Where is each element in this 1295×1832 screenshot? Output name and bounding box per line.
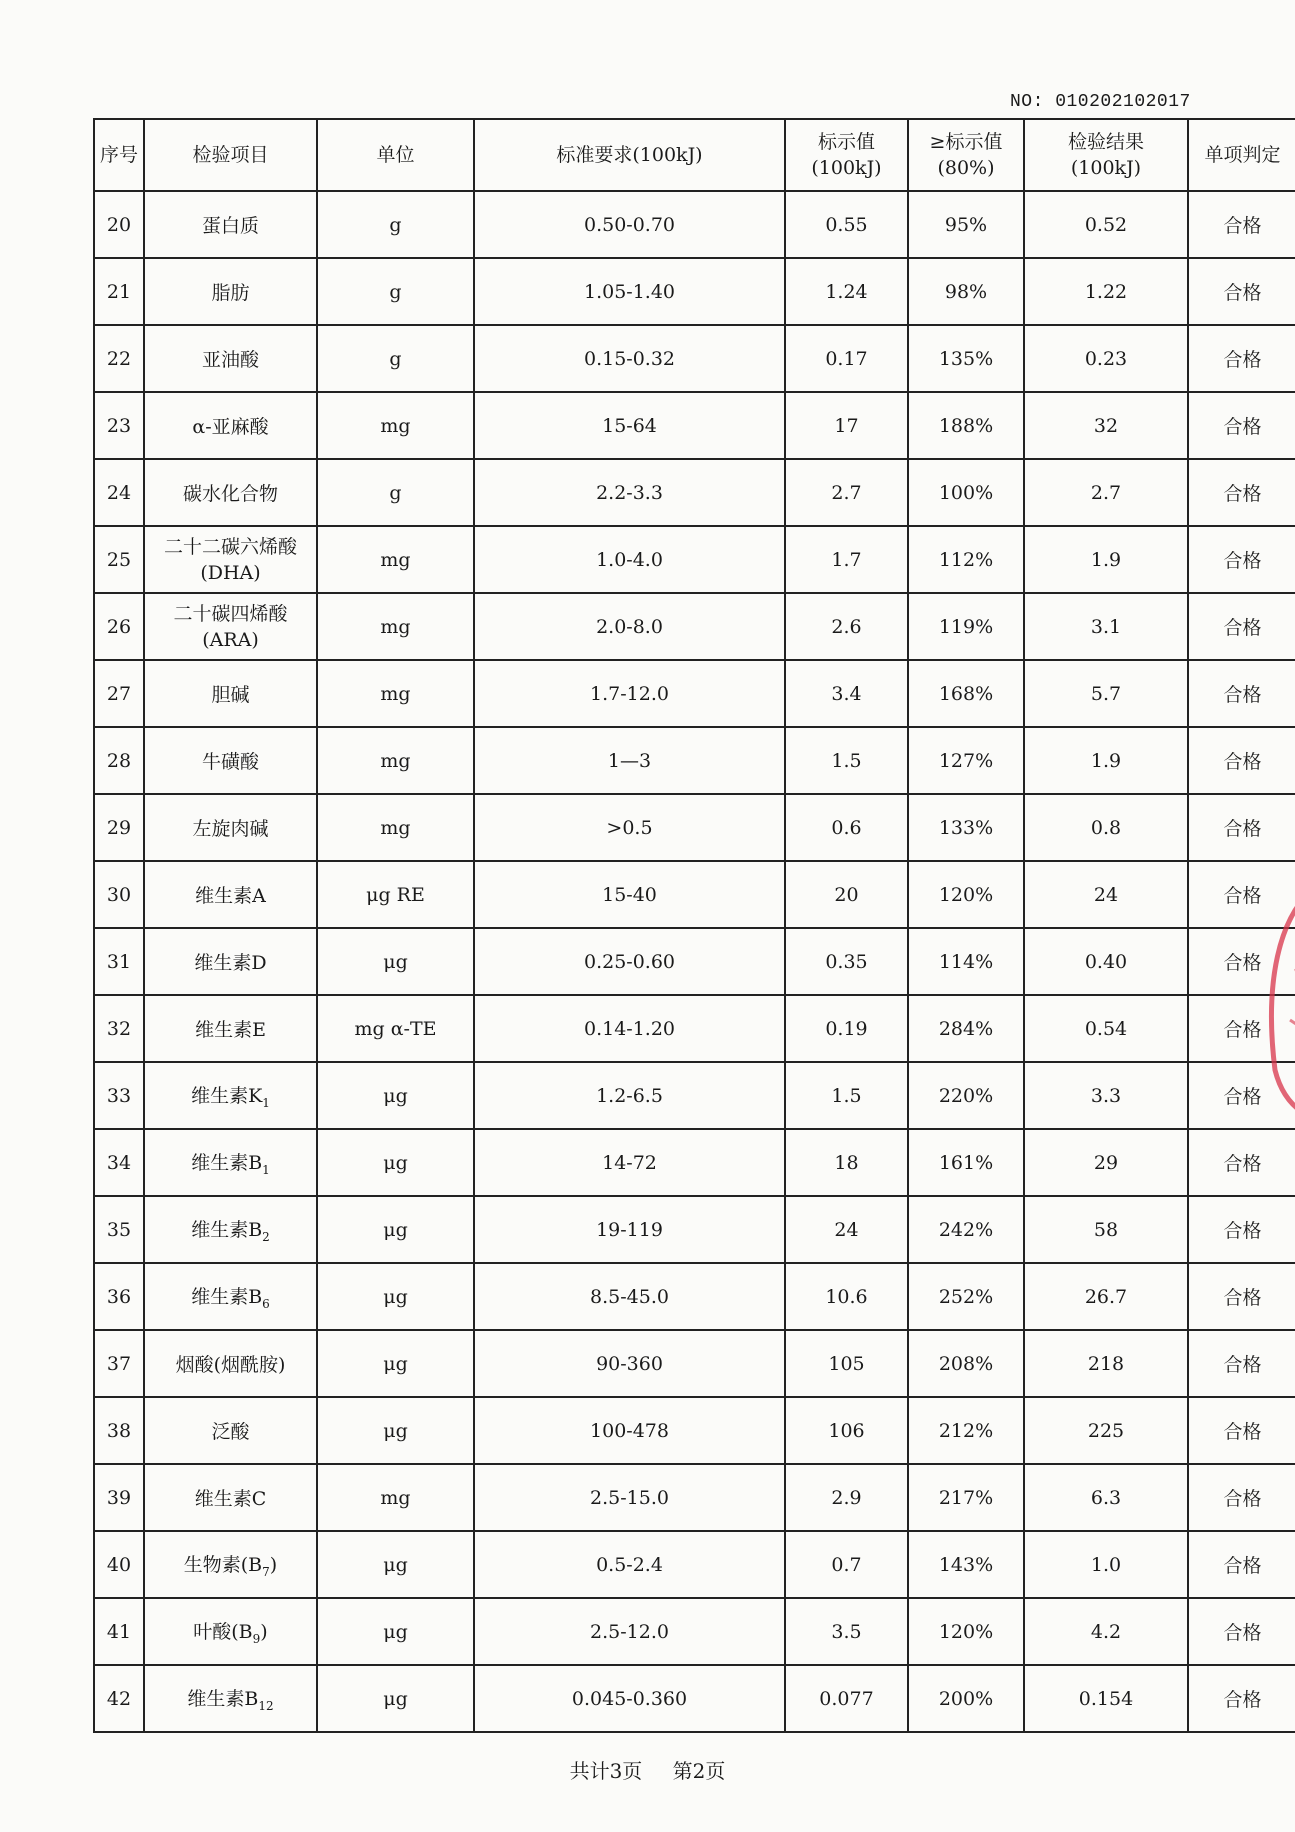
row-item-name: 维生素B [191, 1219, 263, 1242]
row-item-abbrev: (ARA) [202, 628, 259, 651]
row-result: 1.0 [1024, 1531, 1188, 1598]
row-item-name: 二十碳四烯酸 [173, 602, 288, 625]
row-judgement: 合格 [1188, 593, 1295, 660]
row-seq: 23 [94, 392, 144, 459]
row-labeled-value: 0.7 [785, 1531, 908, 1598]
row-standard: 15-64 [474, 392, 785, 459]
row-item [144, 995, 317, 1062]
row-standard: >0.5 [474, 794, 785, 861]
table-row [94, 861, 1295, 928]
row-ratio: 100% [908, 459, 1024, 526]
row-unit: μg RE [317, 861, 474, 928]
row-item-name: 胆碱 [211, 684, 250, 706]
row-result: 1.9 [1024, 727, 1188, 794]
row-result: 24 [1024, 861, 1188, 928]
row-ratio: 127% [908, 727, 1024, 794]
row-item-subscript: 6 [262, 1296, 270, 1311]
row-item [144, 1397, 317, 1464]
header-result-label: 检验结果 [1067, 131, 1144, 153]
row-item-name: 亚油酸 [201, 349, 259, 371]
row-item-name: 蛋白质 [201, 215, 259, 237]
row-result: 29 [1024, 1129, 1188, 1196]
row-item-name: 维生素K [191, 1085, 263, 1108]
table-row [94, 1129, 1295, 1196]
row-item-name: 叶酸(B [193, 1621, 253, 1644]
row-result: 0.23 [1024, 325, 1188, 392]
row-result: 3.3 [1024, 1062, 1188, 1129]
row-seq: 42 [94, 1665, 144, 1732]
row-ratio: 168% [908, 660, 1024, 727]
row-ratio: 284% [908, 995, 1024, 1062]
inspection-results-table [93, 118, 1295, 1733]
row-unit: μg [317, 1531, 474, 1598]
row-item-name: 维生素B [191, 1286, 263, 1309]
row-item [144, 1062, 317, 1129]
row-result: 0.8 [1024, 794, 1188, 861]
row-result: 4.2 [1024, 1598, 1188, 1665]
row-unit: g [317, 325, 474, 392]
row-seq: 33 [94, 1062, 144, 1129]
row-labeled-value: 0.35 [785, 928, 908, 995]
row-item [144, 1598, 317, 1665]
row-item-name: 维生素A [195, 885, 266, 907]
row-standard: 0.14-1.20 [474, 995, 785, 1062]
row-item [144, 1330, 317, 1397]
table-row [94, 392, 1295, 459]
row-standard: 0.50-0.70 [474, 191, 785, 258]
table-row [94, 1598, 1295, 1665]
row-result: 218 [1024, 1330, 1188, 1397]
row-standard: 19-119 [474, 1196, 785, 1263]
row-labeled-value: 0.17 [785, 325, 908, 392]
row-item [144, 593, 317, 660]
row-ratio: 119% [908, 593, 1024, 660]
row-seq: 34 [94, 1129, 144, 1196]
row-labeled-value: 0.19 [785, 995, 908, 1062]
table-row [94, 258, 1295, 325]
row-unit: g [317, 191, 474, 258]
table-row [94, 1062, 1295, 1129]
row-seq: 39 [94, 1464, 144, 1531]
row-judgement: 合格 [1188, 325, 1295, 392]
page-footer [0, 1755, 1295, 1784]
row-unit: mg [317, 1464, 474, 1531]
header-labeled-value-label: 标示值 [817, 131, 875, 153]
row-item [144, 1531, 317, 1598]
row-ratio: 161% [908, 1129, 1024, 1196]
row-result: 1.22 [1024, 258, 1188, 325]
row-seq: 20 [94, 191, 144, 258]
row-judgement: 合格 [1188, 1062, 1295, 1129]
table-row [94, 1263, 1295, 1330]
row-judgement: 合格 [1188, 1464, 1295, 1531]
header-labeled-value [785, 119, 908, 191]
row-standard: 0.045-0.360 [474, 1665, 785, 1732]
row-unit: μg [317, 1397, 474, 1464]
row-labeled-value: 20 [785, 861, 908, 928]
row-labeled-value: 1.7 [785, 526, 908, 593]
header-standard: 标准要求(100kJ) [474, 119, 785, 191]
table-header-row [94, 119, 1295, 191]
table-row [94, 995, 1295, 1062]
row-labeled-value: 1.24 [785, 258, 908, 325]
row-judgement: 合格 [1188, 727, 1295, 794]
row-result: 3.1 [1024, 593, 1188, 660]
row-standard: 100-478 [474, 1397, 785, 1464]
row-judgement: 合格 [1188, 1330, 1295, 1397]
row-ratio: 98% [908, 258, 1024, 325]
row-item [144, 1263, 317, 1330]
header-ratio-label: ≥标示值 [929, 131, 1003, 153]
row-item [144, 459, 317, 526]
row-unit: mg [317, 593, 474, 660]
row-seq: 22 [94, 325, 144, 392]
row-seq: 25 [94, 526, 144, 593]
row-ratio: 135% [908, 325, 1024, 392]
row-result: 1.9 [1024, 526, 1188, 593]
row-item-tail: ) [269, 1554, 278, 1577]
row-item-name: 维生素E [195, 1019, 266, 1041]
row-seq: 26 [94, 593, 144, 660]
row-judgement: 合格 [1188, 526, 1295, 593]
row-item-name: 泛酸 [211, 1421, 250, 1443]
row-standard: 2.0-8.0 [474, 593, 785, 660]
row-ratio: 212% [908, 1397, 1024, 1464]
row-item [144, 1129, 317, 1196]
row-standard: 1.7-12.0 [474, 660, 785, 727]
row-item-name: 维生素B [191, 1152, 263, 1175]
row-unit: μg [317, 1665, 474, 1732]
table-row [94, 794, 1295, 861]
row-item [144, 1196, 317, 1263]
row-unit: μg [317, 1330, 474, 1397]
row-item [144, 727, 317, 794]
header-unit: 单位 [317, 119, 474, 191]
row-result: 0.54 [1024, 995, 1188, 1062]
row-judgement: 合格 [1188, 660, 1295, 727]
row-labeled-value: 1.5 [785, 1062, 908, 1129]
row-labeled-value: 2.7 [785, 459, 908, 526]
table-row [94, 1531, 1295, 1598]
total-pages: 共计3页 [569, 1759, 643, 1783]
row-seq: 30 [94, 861, 144, 928]
row-ratio: 120% [908, 1598, 1024, 1665]
row-unit: mg [317, 526, 474, 593]
row-item [144, 1665, 317, 1732]
row-item-name: α-亚麻酸 [192, 416, 269, 438]
table-row [94, 660, 1295, 727]
row-ratio: 252% [908, 1263, 1024, 1330]
row-ratio: 133% [908, 794, 1024, 861]
row-ratio: 120% [908, 861, 1024, 928]
row-result: 0.154 [1024, 1665, 1188, 1732]
row-item-name: 二十二碳六烯酸 [163, 535, 297, 558]
row-labeled-value: 106 [785, 1397, 908, 1464]
table-row [94, 727, 1295, 794]
header-labeled-value-unit: (100kJ) [811, 157, 882, 179]
row-result: 0.52 [1024, 191, 1188, 258]
row-item-name: 左旋肉碱 [192, 818, 269, 840]
row-ratio: 112% [908, 526, 1024, 593]
table-row [94, 1330, 1295, 1397]
row-labeled-value: 24 [785, 1196, 908, 1263]
row-unit: μg [317, 1598, 474, 1665]
row-judgement: 合格 [1188, 1665, 1295, 1732]
table-row [94, 191, 1295, 258]
row-judgement: 合格 [1188, 258, 1295, 325]
row-item [144, 392, 317, 459]
row-item-subscript: 1 [262, 1162, 270, 1177]
row-labeled-value: 18 [785, 1129, 908, 1196]
row-ratio: 188% [908, 392, 1024, 459]
report-number: NO: 010202102017 [1010, 92, 1191, 112]
table-row [94, 593, 1295, 660]
row-seq: 27 [94, 660, 144, 727]
row-ratio: 143% [908, 1531, 1024, 1598]
row-item [144, 660, 317, 727]
row-judgement: 合格 [1188, 1397, 1295, 1464]
row-unit: μg [317, 1263, 474, 1330]
row-ratio: 95% [908, 191, 1024, 258]
header-seq: 序号 [94, 119, 144, 191]
row-unit: μg [317, 1196, 474, 1263]
current-page: 第2页 [672, 1759, 726, 1783]
row-labeled-value: 3.5 [785, 1598, 908, 1665]
row-standard: 0.25-0.60 [474, 928, 785, 995]
row-seq: 36 [94, 1263, 144, 1330]
header-ratio [908, 119, 1024, 191]
header-item: 检验项目 [144, 119, 317, 191]
row-unit: μg [317, 1062, 474, 1129]
row-unit: g [317, 258, 474, 325]
table-row [94, 325, 1295, 392]
row-unit: mg [317, 794, 474, 861]
row-judgement: 合格 [1188, 1598, 1295, 1665]
row-seq: 31 [94, 928, 144, 995]
row-result: 32 [1024, 392, 1188, 459]
row-item-name: 脂肪 [211, 282, 250, 304]
row-unit: mg [317, 727, 474, 794]
row-standard: 15-40 [474, 861, 785, 928]
row-item-subscript: 2 [262, 1229, 270, 1244]
row-seq: 32 [94, 995, 144, 1062]
header-ratio-sub: (80%) [937, 157, 995, 179]
row-item [144, 861, 317, 928]
row-item-subscript: 1 [262, 1095, 270, 1110]
row-standard: 1.0-4.0 [474, 526, 785, 593]
row-item-name: 维生素B [187, 1688, 259, 1711]
row-seq: 29 [94, 794, 144, 861]
row-standard: 14-72 [474, 1129, 785, 1196]
row-judgement: 合格 [1188, 1196, 1295, 1263]
row-item-name: 碳水化合物 [182, 483, 278, 505]
row-labeled-value: 105 [785, 1330, 908, 1397]
row-item [144, 325, 317, 392]
row-judgement: 合格 [1188, 861, 1295, 928]
row-item-name: 生物素(B [183, 1554, 263, 1577]
row-ratio: 217% [908, 1464, 1024, 1531]
row-ratio: 114% [908, 928, 1024, 995]
row-labeled-value: 17 [785, 392, 908, 459]
row-standard: 90-360 [474, 1330, 785, 1397]
row-standard: 1.05-1.40 [474, 258, 785, 325]
row-seq: 41 [94, 1598, 144, 1665]
row-standard: 0.5-2.4 [474, 1531, 785, 1598]
row-labeled-value: 0.077 [785, 1665, 908, 1732]
row-unit: μg [317, 1129, 474, 1196]
row-standard: 2.5-12.0 [474, 1598, 785, 1665]
row-item [144, 1464, 317, 1531]
row-standard: 0.15-0.32 [474, 325, 785, 392]
row-labeled-value: 2.6 [785, 593, 908, 660]
row-ratio: 208% [908, 1330, 1024, 1397]
row-ratio: 220% [908, 1062, 1024, 1129]
table-row [94, 459, 1295, 526]
row-item-name: 维生素C [194, 1488, 267, 1510]
row-result: 6.3 [1024, 1464, 1188, 1531]
row-standard: 8.5-45.0 [474, 1263, 785, 1330]
row-judgement: 合格 [1188, 1531, 1295, 1598]
row-item [144, 191, 317, 258]
row-item-subscript: 9 [252, 1631, 261, 1646]
row-item [144, 258, 317, 325]
row-result: 58 [1024, 1196, 1188, 1263]
row-standard: 2.5-15.0 [474, 1464, 785, 1531]
row-item-tail: ) [260, 1621, 268, 1644]
table-row [94, 928, 1295, 995]
row-unit: mg [317, 392, 474, 459]
row-judgement: 合格 [1188, 459, 1295, 526]
table-row [94, 526, 1295, 593]
row-standard: 1.2-6.5 [474, 1062, 785, 1129]
table-row [94, 1464, 1295, 1531]
row-labeled-value: 0.6 [785, 794, 908, 861]
row-unit: mg α-TE [317, 995, 474, 1062]
row-result: 2.7 [1024, 459, 1188, 526]
row-judgement: 合格 [1188, 928, 1295, 995]
row-standard: 1—3 [474, 727, 785, 794]
row-standard: 2.2-3.3 [474, 459, 785, 526]
row-item [144, 794, 317, 861]
row-labeled-value: 3.4 [785, 660, 908, 727]
header-judgement: 单项判定 [1188, 119, 1295, 191]
header-result [1024, 119, 1188, 191]
row-result: 26.7 [1024, 1263, 1188, 1330]
row-ratio: 200% [908, 1665, 1024, 1732]
table-row [94, 1397, 1295, 1464]
row-judgement: 合格 [1188, 392, 1295, 459]
row-labeled-value: 0.55 [785, 191, 908, 258]
row-result: 0.40 [1024, 928, 1188, 995]
row-labeled-value: 10.6 [785, 1263, 908, 1330]
row-seq: 35 [94, 1196, 144, 1263]
row-item-name: 维生素D [194, 952, 267, 974]
header-result-unit: (100kJ) [1070, 157, 1142, 179]
row-seq: 37 [94, 1330, 144, 1397]
row-unit: g [317, 459, 474, 526]
row-judgement: 合格 [1188, 1263, 1295, 1330]
row-judgement: 合格 [1188, 191, 1295, 258]
row-labeled-value: 2.9 [785, 1464, 908, 1531]
row-seq: 24 [94, 459, 144, 526]
row-item [144, 526, 317, 593]
row-item [144, 928, 317, 995]
row-judgement: 合格 [1188, 794, 1295, 861]
row-unit: μg [317, 928, 474, 995]
row-seq: 38 [94, 1397, 144, 1464]
row-result: 5.7 [1024, 660, 1188, 727]
row-item-subscript: 12 [258, 1698, 274, 1713]
row-judgement: 合格 [1188, 1129, 1295, 1196]
table-row [94, 1665, 1295, 1732]
row-item-abbrev: (DHA) [200, 561, 261, 584]
row-item-name: 烟酸(烟酰胺) [175, 1354, 286, 1376]
table-row [94, 1196, 1295, 1263]
row-labeled-value: 1.5 [785, 727, 908, 794]
row-seq: 28 [94, 727, 144, 794]
row-item-name: 牛磺酸 [201, 751, 259, 773]
row-judgement: 合格 [1188, 995, 1295, 1062]
row-ratio: 242% [908, 1196, 1024, 1263]
row-item-subscript: 7 [262, 1564, 270, 1579]
row-seq: 40 [94, 1531, 144, 1598]
row-result: 225 [1024, 1397, 1188, 1464]
row-unit: mg [317, 660, 474, 727]
row-seq: 21 [94, 258, 144, 325]
